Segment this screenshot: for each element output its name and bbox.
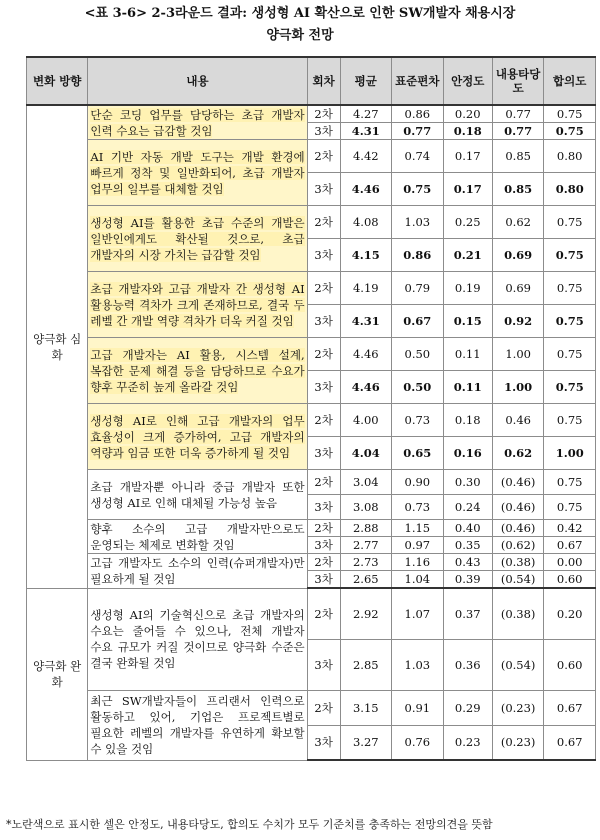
table-caption-line1: <표 3-6> 2-3라운드 결과: 생성형 AI 확산으로 인한 SW개발자 채용시장 <box>84 6 516 21</box>
consensus-cell: 0.75 <box>544 206 596 239</box>
sd-cell: 0.50 <box>392 338 444 371</box>
direction-cell: 양극화 심화 <box>27 105 88 588</box>
content-cell <box>88 404 307 470</box>
consensus-cell: 0.75 <box>544 123 596 140</box>
consensus-cell: 0.75 <box>544 470 596 495</box>
stability-cell: 0.23 <box>443 725 492 760</box>
sd-cell: 0.73 <box>392 495 444 520</box>
sd-cell: 1.03 <box>392 639 444 690</box>
table-row <box>27 105 596 123</box>
round-cell: 3차 <box>307 639 340 690</box>
stability-cell: 0.25 <box>443 206 492 239</box>
sd-cell: 0.86 <box>392 239 444 272</box>
content-text: 생성형 AI의 기술혁신으로 초급 개발자의 수요는 줄어들 수 있으나, 전체 개발자 수요 규모가 커질 것이므로 양극화 수준은 결국 완화될 것임 <box>90 608 305 670</box>
content-cell <box>88 272 307 338</box>
content-cell <box>88 470 307 520</box>
sd-cell: 0.79 <box>392 272 444 305</box>
mean-cell: 4.04 <box>340 437 392 470</box>
consensus-cell: 0.75 <box>544 371 596 404</box>
content-text: 단순 코딩 업무를 담당하는 초급 개발자 인력 수요는 급감할 것임 <box>90 107 305 138</box>
stability-cell: 0.39 <box>443 571 492 589</box>
cvr-cell: (0.54) <box>492 639 544 690</box>
content-cell <box>88 554 307 589</box>
mean-cell: 3.27 <box>340 725 392 760</box>
stability-cell: 0.11 <box>443 371 492 404</box>
round-cell: 2차 <box>307 140 340 173</box>
stability-cell: 0.11 <box>443 338 492 371</box>
header-cvr: 내용타당도 <box>492 57 544 105</box>
cvr-cell: (0.23) <box>492 725 544 760</box>
table-row <box>27 520 596 537</box>
mean-cell: 3.15 <box>340 690 392 725</box>
mean-cell: 2.88 <box>340 520 392 537</box>
mean-cell: 2.73 <box>340 554 392 571</box>
sd-cell: 1.04 <box>392 571 444 589</box>
header-consensus: 합의도 <box>544 57 596 105</box>
table-caption-line2: 양극화 전망 <box>266 28 334 43</box>
consensus-cell: 0.80 <box>544 173 596 206</box>
cvr-cell: (0.23) <box>492 690 544 725</box>
sd-cell: 0.50 <box>392 371 444 404</box>
consensus-cell: 0.75 <box>544 239 596 272</box>
cvr-cell: (0.38) <box>492 554 544 571</box>
consensus-cell: 0.75 <box>544 272 596 305</box>
mean-cell: 2.85 <box>340 639 392 690</box>
cvr-cell: 0.62 <box>492 437 544 470</box>
table-row <box>27 588 596 639</box>
round-cell: 2차 <box>307 588 340 639</box>
header-round: 회차 <box>307 57 340 105</box>
cvr-cell: (0.62) <box>492 537 544 554</box>
content-text: 생성형 AI로 인해 고급 개발자의 업무 효율성이 크게 증가하여, 고급 개발자의 역량과 임금 또한 더욱 증가하게 될 것임 <box>90 413 305 460</box>
stability-cell: 0.16 <box>443 437 492 470</box>
sd-cell: 0.65 <box>392 437 444 470</box>
cvr-cell: 0.92 <box>492 305 544 338</box>
cvr-cell: 0.77 <box>492 123 544 140</box>
consensus-cell: 0.75 <box>544 338 596 371</box>
mean-cell: 4.46 <box>340 173 392 206</box>
cvr-cell: (0.46) <box>492 495 544 520</box>
consensus-cell: 0.60 <box>544 571 596 589</box>
round-cell: 3차 <box>307 239 340 272</box>
mean-cell: 4.31 <box>340 123 392 140</box>
consensus-cell: 0.75 <box>544 495 596 520</box>
round-cell: 2차 <box>307 520 340 537</box>
cvr-cell: (0.38) <box>492 588 544 639</box>
table-row <box>27 690 596 725</box>
cvr-cell: 0.46 <box>492 404 544 437</box>
footnote: *노란색으로 표시한 셀은 안정도, 내용타당도, 합의도 수치가 모두 기준치를 충족하는 전망의견을 뜻함 <box>6 818 493 831</box>
content-text: 초급 개발자뿐 아니라 중급 개발자 또한 생성형 AI로 인해 대체될 가능성 높음 <box>90 479 305 510</box>
content-cell <box>88 338 307 404</box>
mean-cell: 4.08 <box>340 206 392 239</box>
header-content: 내용 <box>88 57 307 105</box>
content-text: 향후 소수의 고급 개발자만으로도 운영되는 체제로 변화할 것임 <box>90 521 305 552</box>
round-cell: 3차 <box>307 305 340 338</box>
content-cell <box>88 690 307 760</box>
sd-cell: 1.03 <box>392 206 444 239</box>
stability-cell: 0.37 <box>443 588 492 639</box>
stability-cell: 0.18 <box>443 404 492 437</box>
content-cell <box>88 206 307 272</box>
mean-cell: 4.15 <box>340 239 392 272</box>
header-direction: 변화 방향 <box>27 57 88 105</box>
consensus-cell: 0.75 <box>544 105 596 123</box>
header-sd: 표준편차 <box>392 57 444 105</box>
stability-cell: 0.17 <box>443 173 492 206</box>
consensus-cell: 0.67 <box>544 537 596 554</box>
mean-cell: 2.92 <box>340 588 392 639</box>
content-text: 고급 개발자는 AI 활용, 시스템 설계, 복잡한 문제 해결 등을 담당하므로 수요가 향후 꾸준히 높게 올라갈 것임 <box>90 347 305 394</box>
table-row <box>27 470 596 495</box>
stability-cell: 0.30 <box>443 470 492 495</box>
cvr-cell: 1.00 <box>492 338 544 371</box>
mean-cell: 4.46 <box>340 338 392 371</box>
cvr-cell: (0.54) <box>492 571 544 589</box>
round-cell: 2차 <box>307 338 340 371</box>
cvr-cell: 0.85 <box>492 173 544 206</box>
cvr-cell: 0.85 <box>492 140 544 173</box>
mean-cell: 4.42 <box>340 140 392 173</box>
cvr-cell: 1.00 <box>492 371 544 404</box>
table-caption <box>0 0 600 47</box>
table-row <box>27 140 596 173</box>
content-text: 최근 SW개발자들이 프리랜서 인력으로 활동하고 있어, 기업은 프로젝트별로 필요한 레벨의 개발자를 유연하게 확보할 수 있을 것임 <box>90 694 305 756</box>
mean-cell: 2.65 <box>340 571 392 589</box>
content-text: 초급 개발자와 고급 개발자 간 생성형 AI 활용능력 격차가 크게 존재하므로, 결국 두 레벨 간 개발 역량 격차가 더욱 커질 것임 <box>90 281 305 328</box>
sd-cell: 0.76 <box>392 725 444 760</box>
sd-cell: 0.91 <box>392 690 444 725</box>
sd-cell: 1.16 <box>392 554 444 571</box>
content-cell <box>88 588 307 690</box>
round-cell: 3차 <box>307 371 340 404</box>
header-mean: 평균 <box>340 57 392 105</box>
table-row <box>27 554 596 571</box>
cvr-cell: 0.69 <box>492 272 544 305</box>
cvr-cell: 0.62 <box>492 206 544 239</box>
sd-cell: 0.67 <box>392 305 444 338</box>
content-cell <box>88 520 307 554</box>
delphi-results-table <box>26 56 596 761</box>
round-cell: 3차 <box>307 437 340 470</box>
round-cell: 2차 <box>307 690 340 725</box>
content-text: 생성형 AI를 활용한 초급 수준의 개발은 일반인에게도 확산될 것으로, 초급 개발자의 시장 가치는 급감할 것임 <box>90 215 305 262</box>
sd-cell: 0.97 <box>392 537 444 554</box>
sd-cell: 0.86 <box>392 105 444 123</box>
sd-cell: 0.77 <box>392 123 444 140</box>
sd-cell: 0.75 <box>392 173 444 206</box>
round-cell: 3차 <box>307 725 340 760</box>
content-text: AI 기반 자동 개발 도구는 개발 환경에 빠르게 정착 및 일반화되어, 초급 개발자 업무의 일부를 대체할 것임 <box>90 149 305 196</box>
round-cell: 2차 <box>307 272 340 305</box>
table-row <box>27 272 596 305</box>
round-cell: 3차 <box>307 537 340 554</box>
mean-cell: 3.08 <box>340 495 392 520</box>
sd-cell: 0.74 <box>392 140 444 173</box>
consensus-cell: 0.20 <box>544 588 596 639</box>
mean-cell: 4.00 <box>340 404 392 437</box>
round-cell: 3차 <box>307 173 340 206</box>
stability-cell: 0.24 <box>443 495 492 520</box>
content-cell <box>88 140 307 206</box>
round-cell: 2차 <box>307 404 340 437</box>
header-stability: 안정도 <box>443 57 492 105</box>
round-cell: 2차 <box>307 105 340 123</box>
consensus-cell: 0.67 <box>544 725 596 760</box>
table-row <box>27 206 596 239</box>
mean-cell: 4.31 <box>340 305 392 338</box>
sd-cell: 1.07 <box>392 588 444 639</box>
cvr-cell: (0.46) <box>492 470 544 495</box>
consensus-cell: 0.60 <box>544 639 596 690</box>
round-cell: 3차 <box>307 123 340 140</box>
consensus-cell: 0.42 <box>544 520 596 537</box>
stability-cell: 0.17 <box>443 140 492 173</box>
round-cell: 2차 <box>307 206 340 239</box>
table-body <box>27 105 596 760</box>
stability-cell: 0.29 <box>443 690 492 725</box>
stability-cell: 0.21 <box>443 239 492 272</box>
stability-cell: 0.15 <box>443 305 492 338</box>
consensus-cell: 0.80 <box>544 140 596 173</box>
mean-cell: 3.04 <box>340 470 392 495</box>
mean-cell: 4.27 <box>340 105 392 123</box>
stability-cell: 0.20 <box>443 105 492 123</box>
mean-cell: 2.77 <box>340 537 392 554</box>
sd-cell: 0.73 <box>392 404 444 437</box>
round-cell: 2차 <box>307 470 340 495</box>
stability-cell: 0.40 <box>443 520 492 537</box>
sd-cell: 0.90 <box>392 470 444 495</box>
sd-cell: 1.15 <box>392 520 444 537</box>
direction-cell: 양극화 완화 <box>27 588 88 760</box>
consensus-cell: 0.00 <box>544 554 596 571</box>
stability-cell: 0.18 <box>443 123 492 140</box>
consensus-cell: 0.75 <box>544 404 596 437</box>
content-cell <box>88 105 307 140</box>
consensus-cell: 0.75 <box>544 305 596 338</box>
table-header <box>27 57 596 105</box>
mean-cell: 4.46 <box>340 371 392 404</box>
cvr-cell: (0.46) <box>492 520 544 537</box>
table-row <box>27 404 596 437</box>
stability-cell: 0.19 <box>443 272 492 305</box>
stability-cell: 0.36 <box>443 639 492 690</box>
round-cell: 2차 <box>307 554 340 571</box>
round-cell: 3차 <box>307 571 340 589</box>
mean-cell: 4.19 <box>340 272 392 305</box>
stability-cell: 0.43 <box>443 554 492 571</box>
round-cell: 3차 <box>307 495 340 520</box>
consensus-cell: 0.67 <box>544 690 596 725</box>
cvr-cell: 0.69 <box>492 239 544 272</box>
consensus-cell: 1.00 <box>544 437 596 470</box>
stability-cell: 0.35 <box>443 537 492 554</box>
cvr-cell: 0.77 <box>492 105 544 123</box>
table-row <box>27 338 596 371</box>
content-text: 고급 개발자도 소수의 인력(슈퍼개발자)만 필요하게 될 것임 <box>90 555 305 586</box>
